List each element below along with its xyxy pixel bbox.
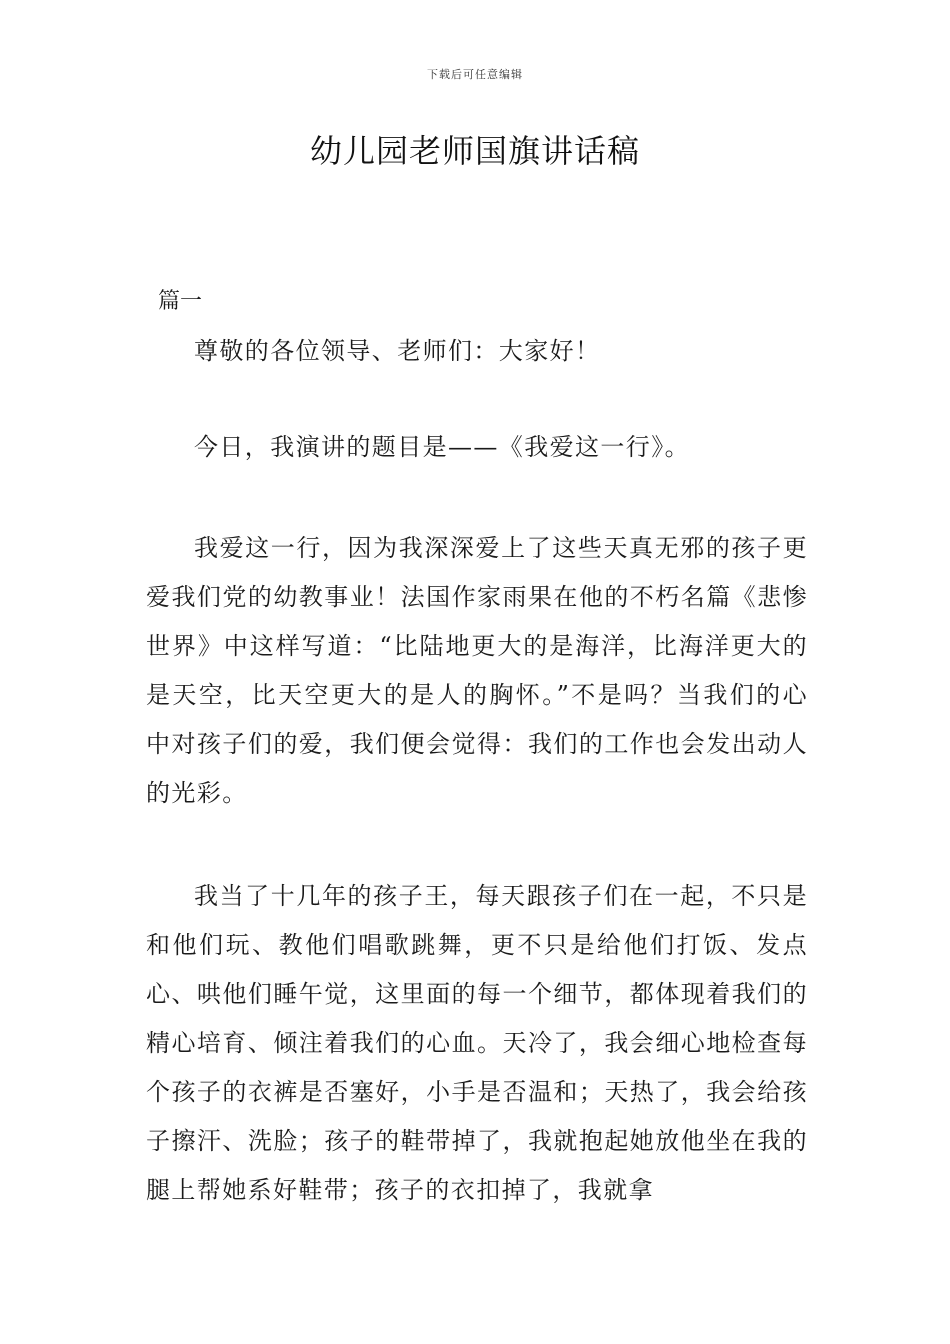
paragraph-greeting [146,327,808,376]
paragraph-text: 尊敬的各位领导、老师们：大家好！ [194,337,601,365]
paragraph-topic [146,423,808,472]
paragraph-love [146,524,808,818]
header-note: 下载后可任意编辑 [427,68,523,81]
section-label: 篇一 [158,289,203,314]
paragraph-text: 我爱这一行，因为我深深爱上了这些天真无邪的孩子更爱我们党的幼教事业！法国作家雨果在他的不朽名篇《悲惨世界》中这样写道：“比陆地更大的是海洋，比海洋更大的是天空，比天空更大的是人的胸怀。”不是吗？当我们的心中对孩子们的爱，我们便会觉得：我们的工作也会发出动人的光彩。 [146,534,808,807]
page-title: 幼儿园老师国旗讲话稿 [309,132,640,170]
paragraph-teacher [146,872,808,1215]
paragraph-text: 我当了十几年的孩子王，每天跟孩子们在一起，不只是和他们玩、教他们唱歌跳舞，更不只是给他们打饭、发点心、哄他们睡午觉，这里面的每一个细节，都体现着我们的精心培育、倾注着我们的心血。天冷了，我会细心地检查每个孩子的衣裤是否塞好，小手是否温和；天热了，我会给孩子擦汗、洗脸；孩子的鞋带掉了，我就抱起她放他坐在我的腿上帮她系好鞋带；孩子的衣扣掉了，我就拿 [146,882,808,1204]
paragraph-text: 今日，我演讲的题目是——《我爱这一行》。 [194,433,690,461]
